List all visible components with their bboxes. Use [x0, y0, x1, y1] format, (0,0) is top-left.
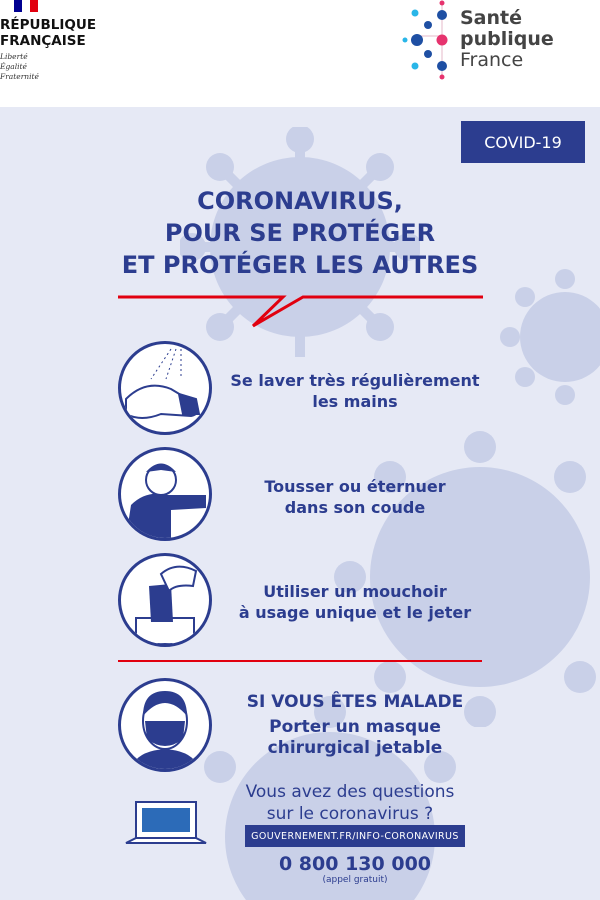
text-line: dans son coude — [284, 498, 426, 517]
gesture-text — [225, 581, 485, 623]
text-line: sur le coronavirus ? — [266, 804, 434, 824]
info-url-link[interactable]: GOUVERNEMENT.FR/INFO-CORONAVIRUS — [245, 825, 465, 847]
header — [0, 0, 600, 107]
virus-icon — [500, 267, 600, 407]
title-line: ET PROTÉGER LES AUTRES — [121, 251, 479, 279]
sick-heading: SI VOUS ÊTES MALADE — [246, 692, 464, 712]
speech-bubble-line — [118, 294, 483, 330]
flag-icon — [14, 0, 38, 12]
laptop-icon — [124, 800, 208, 846]
page-title — [0, 185, 600, 281]
text-line: Tousser ou éternuer — [264, 477, 446, 496]
gesture-text — [225, 476, 485, 518]
divider — [118, 660, 482, 662]
text-line: à usage unique et le jeter — [238, 603, 472, 622]
spf-line: Santé — [460, 7, 523, 29]
questions-text — [230, 781, 470, 825]
spf-text — [460, 8, 554, 71]
sante-publique-france-logo — [400, 0, 580, 85]
phone-note: (appel gratuit) — [322, 875, 388, 885]
cough-elbow-icon — [118, 447, 212, 541]
sick-text — [225, 717, 485, 759]
motto-line: Fraternité — [0, 72, 39, 81]
virus-icon — [330, 427, 600, 727]
motto-line: Égalité — [0, 62, 27, 71]
spf-line: France — [460, 49, 524, 71]
text-line: chirurgical jetable — [267, 738, 443, 758]
gesture-text — [225, 370, 485, 412]
rf-name: RÉPUBLIQUE FRANÇAISE — [0, 17, 97, 49]
title-line: POUR SE PROTÉGER — [164, 219, 436, 247]
molecule-icon — [400, 0, 460, 85]
text-line: Se laver très régulièrement — [230, 371, 480, 390]
hand-washing-icon — [118, 341, 212, 435]
covid-badge: COVID-19 — [461, 121, 585, 163]
rf-motto — [0, 52, 39, 82]
text-line: Vous avez des questions — [245, 782, 455, 802]
tissue-icon — [118, 553, 212, 647]
spf-line: publique — [460, 28, 554, 50]
title-line: CORONAVIRUS, — [197, 187, 403, 215]
text-line: les mains — [312, 392, 398, 411]
mask-icon — [118, 678, 212, 772]
text-line: Utiliser un mouchoir — [263, 582, 447, 601]
phone-number[interactable]: 0 800 130 000 — [278, 853, 432, 875]
text-line: Porter un masque — [269, 717, 441, 737]
motto-line: Liberté — [0, 52, 28, 61]
